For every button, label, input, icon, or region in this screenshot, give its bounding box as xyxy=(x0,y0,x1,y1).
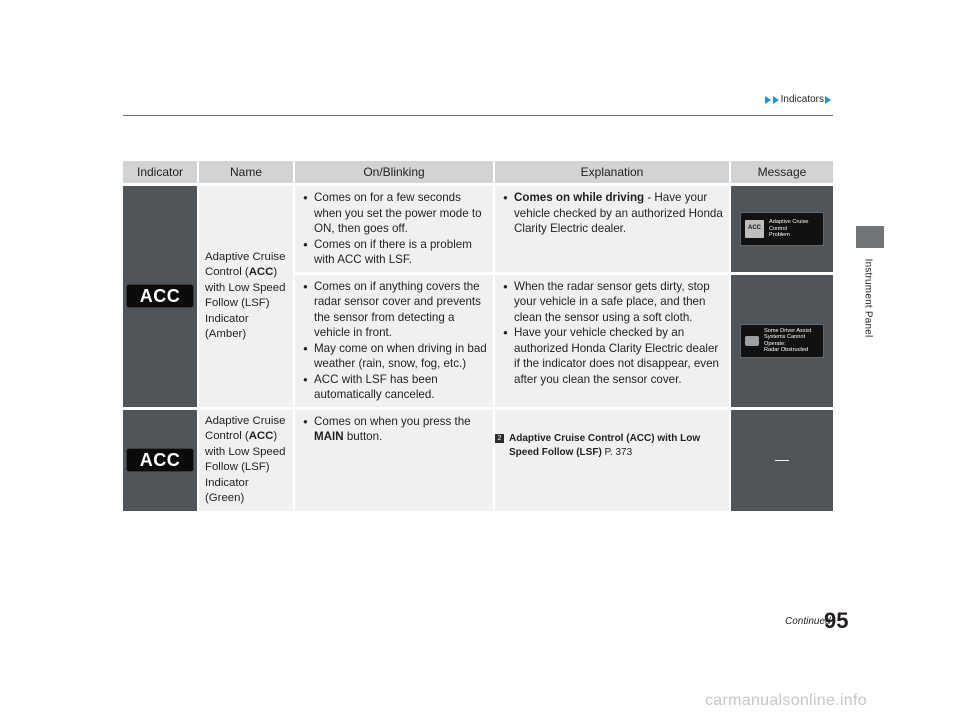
on-blinking-cell xyxy=(295,275,495,407)
arrow-icon xyxy=(765,96,771,104)
header-name: Name xyxy=(199,161,295,183)
header-indicator: Indicator xyxy=(123,161,199,183)
list-item: ● When the radar sensor gets dirty, stop your vehicle in a safe place, and then clean the sensor using a soft cloth. xyxy=(501,279,725,326)
message-line: Problem xyxy=(769,231,790,238)
name-cell xyxy=(199,186,295,407)
list-item: ● Comes on if anything covers the radar sensor cover and prevents the sensor from detecting a vehicle in front. xyxy=(301,279,489,341)
name-bold: ACC xyxy=(248,430,274,442)
message-line: Radar Obstructed xyxy=(764,346,809,353)
message-line: Systems Cannot xyxy=(764,334,806,341)
message-line: Adaptive Cruise xyxy=(769,219,809,226)
acc-message-icon: ACC xyxy=(745,220,764,238)
explanation-cell xyxy=(495,186,731,272)
on-text: button. xyxy=(343,430,383,443)
name-text: ) with Low Speed Follow (LSF) Indicator (Amber) xyxy=(205,266,286,341)
list-item xyxy=(301,414,489,445)
explanation-cell xyxy=(495,275,731,407)
page-number: 95 xyxy=(824,608,849,633)
cross-reference-link[interactable] xyxy=(495,410,729,460)
chapter-tab-label: Instrument Panel xyxy=(862,258,874,338)
message-line: Some Driver Assist xyxy=(764,327,812,334)
continued-label: Continued xyxy=(785,616,831,627)
list-item: ● May come on when driving in bad weather (rain, snow, fog, etc.) xyxy=(301,341,489,372)
on-blinking-cell xyxy=(295,410,495,511)
explanation-cell xyxy=(495,410,731,511)
name-cell xyxy=(199,410,295,511)
header-message: Message xyxy=(731,161,833,183)
list-item: ● Have your vehicle checked by an authorized Honda Clarity Electric dealer if the indicator does not disappear, even after you clean the sensor cover. xyxy=(501,325,725,387)
xref-page: P. 373 xyxy=(601,446,633,458)
name-text: Adaptive Cruise Control ( xyxy=(205,250,286,279)
table-header-row xyxy=(123,161,833,183)
message-display xyxy=(740,212,824,246)
list-item: ● Comes on for a few seconds when you set the power mode to ON, then goes off. xyxy=(301,190,489,237)
no-message: — xyxy=(775,451,789,468)
message-cell xyxy=(731,275,833,407)
breadcrumb-section: Indicators xyxy=(780,94,824,105)
message-display xyxy=(740,324,824,358)
message-cell xyxy=(731,186,833,272)
explanation-bold: Comes on while driving xyxy=(514,191,645,204)
list-item xyxy=(501,190,725,237)
on-blinking-cell xyxy=(295,186,495,272)
message-line: Operate: xyxy=(764,340,786,347)
header-on-blinking: On/Blinking xyxy=(295,161,495,183)
chapter-tab-marker xyxy=(856,226,884,248)
name-text: Adaptive Cruise Control ( xyxy=(205,414,286,442)
xref-title: Adaptive Cruise Control (ACC) with Low Speed Follow (LSF) xyxy=(509,432,701,458)
indicator-cell xyxy=(123,186,199,407)
reference-arrow-icon: 2 xyxy=(495,434,504,443)
header-rule xyxy=(123,115,833,116)
watermark: carmanualsonline.info xyxy=(705,692,867,709)
table-row xyxy=(123,186,833,272)
message-cell xyxy=(731,410,833,511)
radar-sensor-icon xyxy=(745,336,759,346)
acc-amber-indicator-icon: ACC xyxy=(126,284,194,308)
indicator-table xyxy=(123,158,833,514)
table-row xyxy=(123,410,833,511)
message-line: Control xyxy=(769,225,788,232)
name-text: ) with Low Speed Follow (LSF) Indicator (Green) xyxy=(205,430,286,504)
explanation-text: - Have your vehicle checked by an authorized Honda Clarity Electric dealer. xyxy=(514,191,723,235)
name-bold: ACC xyxy=(248,266,274,279)
on-text: Comes on when you press the xyxy=(314,414,471,428)
indicator-cell xyxy=(123,410,199,511)
acc-green-indicator-icon: ACC xyxy=(126,448,194,472)
header-explanation: Explanation xyxy=(495,161,731,183)
arrow-icon xyxy=(825,96,831,104)
list-item: ● ACC with LSF has been automatically canceled. xyxy=(301,372,489,403)
list-item: ● Comes on if there is a problem with ACC with LSF. xyxy=(301,237,489,268)
main-button-label: MAIN xyxy=(314,430,344,443)
breadcrumb xyxy=(765,94,832,105)
arrow-icon xyxy=(773,96,779,104)
